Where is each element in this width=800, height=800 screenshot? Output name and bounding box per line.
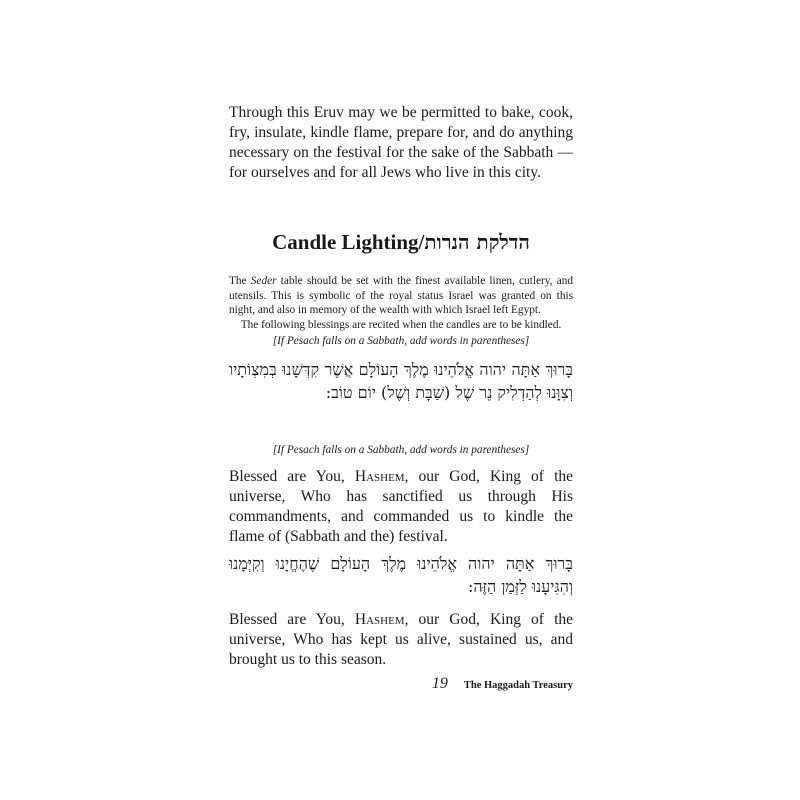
- hebrew-blessing-candles: בָּרוּךְ אַתָּה יהוה אֱלֹהֵינוּ מֶלֶךְ הָעוֹלָם אֲשֶׁר קִדְּשָׁנוּ בְּמִצְוֹתָיו וְצִוָּנוּ לְהַדְלִיק נֵר שֶׁל (שַׁבָּת וְשֶׁל) יוֹם טוֹב:: [229, 360, 573, 402]
- section-title-hebrew: הדלקת הנרות: [424, 230, 530, 254]
- page-number: 19: [431, 675, 448, 692]
- blessing-2-after: , our God, King of the universe, Who has kept us alive, sustained us, and brought us to this season.: [229, 611, 573, 668]
- blessing-2-divine-name: Hashem: [354, 611, 405, 628]
- section-heading: [229, 228, 573, 256]
- blessing-1-after: , our God, King of the universe, Who has sanctified us through His commandments, and commanded us to kindle the flame of (Sabbath and the) festival.: [229, 468, 573, 545]
- seder-instruction-post: table should be set with the finest available linen, cutlery, and utensils. This is symbolic of the royal status Israel was granted on this night, and also in memory of the wealth with which Israel left Egypt.: [229, 275, 574, 316]
- book-title: The Haggadah Treasury: [463, 680, 573, 691]
- parenthetical-note-middle: [If Pesach falls on a Sabbath, add words in parentheses]: [272, 444, 530, 456]
- english-blessing-shehecheyanu: [229, 610, 573, 670]
- page-footer: [229, 675, 573, 693]
- blessing-1-divine-name: Hashem: [354, 468, 405, 485]
- blessing-2-before: Blessed are You,: [229, 611, 355, 628]
- hebrew-blessing-shehecheyanu: בָּרוּךְ אַתָּה יהוה אֱלֹהֵינוּ מֶלֶךְ הָעוֹלָם שֶׁהֶחֱיָנוּ וְקִיְּמָנוּ וְהִגִּיעָנוּ לַזְּמַן הַזֶּה:: [229, 554, 573, 596]
- section-title-english: Candle Lighting/: [272, 230, 425, 254]
- print-speck: [318, 179, 332, 182]
- seder-instruction: [229, 274, 573, 318]
- blessing-1-before: Blessed are You,: [229, 468, 355, 485]
- parenthetical-note-top: [If Pesach falls on a Sabbath, add words in parentheses]: [272, 335, 530, 347]
- seder-word: Seder: [250, 275, 277, 287]
- blessings-note: The following blessings are recited when the candles are to be kindled.: [240, 319, 562, 331]
- seder-instruction-pre: The: [229, 275, 251, 287]
- eruv-paragraph: Through this Eruv may we be permitted to bake, cook, fry, insulate, kindle flame, prepare for, and do anything necessary on the festival for the sake of the Sabbath — for ourselves and for all Jews who live in this city.: [229, 104, 573, 181]
- english-blessing-candles: [229, 467, 573, 547]
